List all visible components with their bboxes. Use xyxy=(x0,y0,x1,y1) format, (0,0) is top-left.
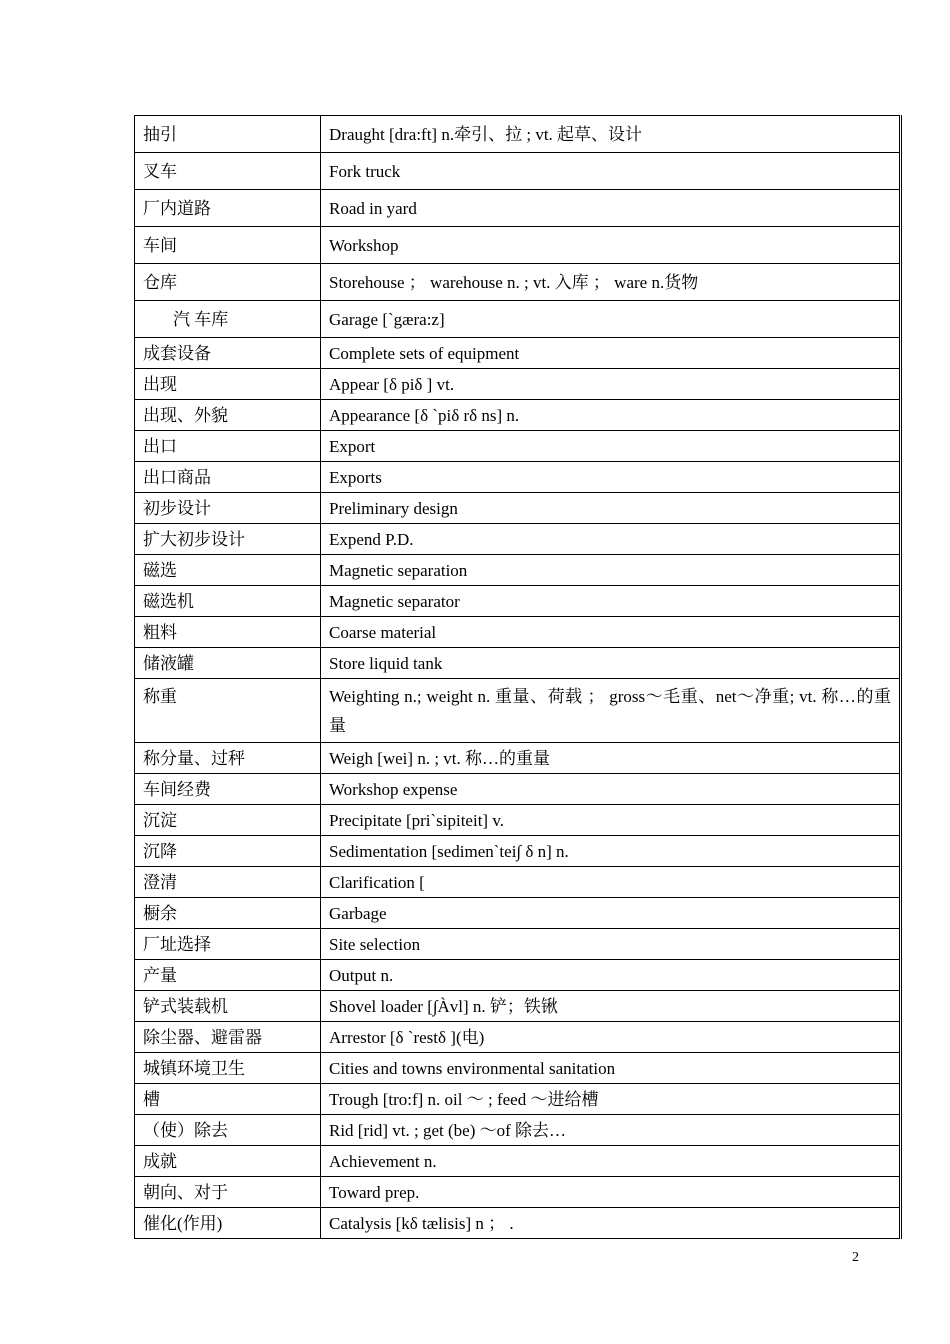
table-row xyxy=(135,153,901,190)
chinese-term: 称重 xyxy=(135,679,321,743)
english-definition: Shovel loader [∫Àvl] n. 铲；铁锹 xyxy=(321,991,901,1022)
table-row xyxy=(135,743,901,774)
table-row xyxy=(135,338,901,369)
table-row xyxy=(135,431,901,462)
chinese-term: 厂内道路 xyxy=(135,190,321,227)
table-row xyxy=(135,991,901,1022)
chinese-term: （使）除去 xyxy=(135,1115,321,1146)
table-row xyxy=(135,648,901,679)
english-definition: Cities and towns environmental sanitation xyxy=(321,1053,901,1084)
chinese-term: 铲式装载机 xyxy=(135,991,321,1022)
chinese-term: 出现 xyxy=(135,369,321,400)
chinese-term: 除尘器、避雷器 xyxy=(135,1022,321,1053)
chinese-term: 抽引 xyxy=(135,116,321,153)
chinese-term: 粗料 xyxy=(135,617,321,648)
chinese-term: 车间 xyxy=(135,227,321,264)
table-row xyxy=(135,617,901,648)
chinese-term: 沉降 xyxy=(135,836,321,867)
english-definition: Arrestor [δ `restδ ](电) xyxy=(321,1022,901,1053)
chinese-term: 磁选 xyxy=(135,555,321,586)
page-number: 2 xyxy=(852,1250,859,1265)
chinese-term: 磁选机 xyxy=(135,586,321,617)
english-definition: Rid [rid] vt. ; get (be) ～of 除去… xyxy=(321,1115,901,1146)
table-row xyxy=(135,898,901,929)
chinese-term: 橱余 xyxy=(135,898,321,929)
english-definition: Preliminary design xyxy=(321,493,901,524)
table-row xyxy=(135,867,901,898)
table-row xyxy=(135,960,901,991)
chinese-term: 出口 xyxy=(135,431,321,462)
english-definition: Appear [δ piδ ] vt. xyxy=(321,369,901,400)
english-definition: Clarification [ xyxy=(321,867,901,898)
table-row xyxy=(135,400,901,431)
english-definition: Site selection xyxy=(321,929,901,960)
english-definition: Fork truck xyxy=(321,153,901,190)
table-row xyxy=(135,836,901,867)
english-definition: Appearance [δ `piδ rδ ns] n. xyxy=(321,400,901,431)
english-definition: Store liquid tank xyxy=(321,648,901,679)
english-definition: Weighting n.; weight n. 重量、荷载 ； gross～毛重、net～净重; vt. 称…的重量 xyxy=(321,679,901,743)
english-definition: Workshop xyxy=(321,227,901,264)
chinese-term: 成套设备 xyxy=(135,338,321,369)
english-definition: Output n. xyxy=(321,960,901,991)
english-definition: Storehouse ； warehouse n. ; vt. 入库 ； ware n.货物 xyxy=(321,264,901,301)
chinese-term: 仓库 xyxy=(135,264,321,301)
table-row xyxy=(135,1208,901,1239)
table-row xyxy=(135,116,901,153)
english-definition: Precipitate [pri`sipiteit] v. xyxy=(321,805,901,836)
table-row xyxy=(135,774,901,805)
english-definition: Trough [tro:f] n. oil ～ ; feed ～进给槽 xyxy=(321,1084,901,1115)
table-row xyxy=(135,369,901,400)
english-definition: Catalysis [kδ tælisis] n ； . xyxy=(321,1208,901,1239)
chinese-term: 城镇环境卫生 xyxy=(135,1053,321,1084)
chinese-term: 出现、外貌 xyxy=(135,400,321,431)
english-definition: Draught [dra:ft] n.牵引、拉 ; vt. 起草、设计 xyxy=(321,116,901,153)
chinese-term: 沉淀 xyxy=(135,805,321,836)
chinese-term: 朝向、对于 xyxy=(135,1177,321,1208)
chinese-term: 储液罐 xyxy=(135,648,321,679)
chinese-term: 厂址选择 xyxy=(135,929,321,960)
english-definition: Coarse material xyxy=(321,617,901,648)
table-row xyxy=(135,586,901,617)
english-definition: Magnetic separator xyxy=(321,586,901,617)
english-definition: Magnetic separation xyxy=(321,555,901,586)
english-definition: Complete sets of equipment xyxy=(321,338,901,369)
chinese-term: 催化(作用) xyxy=(135,1208,321,1239)
table-row xyxy=(135,301,901,338)
english-definition: Expend P.D. xyxy=(321,524,901,555)
table-row xyxy=(135,929,901,960)
table-row xyxy=(135,805,901,836)
chinese-term: 产量 xyxy=(135,960,321,991)
table-row xyxy=(135,679,901,743)
english-definition: Workshop expense xyxy=(321,774,901,805)
table-row xyxy=(135,1177,901,1208)
chinese-term: 扩大初步设计 xyxy=(135,524,321,555)
table-row xyxy=(135,1053,901,1084)
english-definition: Export xyxy=(321,431,901,462)
english-definition: Weigh [wei] n. ; vt. 称…的重量 xyxy=(321,743,901,774)
table-row xyxy=(135,264,901,301)
chinese-term: 初步设计 xyxy=(135,493,321,524)
english-definition: Toward prep. xyxy=(321,1177,901,1208)
chinese-term: 成就 xyxy=(135,1146,321,1177)
english-definition: Road in yard xyxy=(321,190,901,227)
english-definition: Garage [`gæra:z] xyxy=(321,301,901,338)
chinese-term: 槽 xyxy=(135,1084,321,1115)
table-row xyxy=(135,493,901,524)
table-row xyxy=(135,1146,901,1177)
table-row xyxy=(135,524,901,555)
chinese-term: 汽 车库 xyxy=(135,301,321,338)
table-row xyxy=(135,1084,901,1115)
table-row xyxy=(135,462,901,493)
table-row xyxy=(135,1115,901,1146)
chinese-term: 称分量、过秤 xyxy=(135,743,321,774)
table-row xyxy=(135,227,901,264)
table-row xyxy=(135,555,901,586)
english-definition: Sedimentation [sedimen`tei∫ δ n] n. xyxy=(321,836,901,867)
glossary-table xyxy=(134,115,902,1239)
chinese-term: 车间经费 xyxy=(135,774,321,805)
table-row xyxy=(135,190,901,227)
english-definition: Achievement n. xyxy=(321,1146,901,1177)
chinese-term: 叉车 xyxy=(135,153,321,190)
table-row xyxy=(135,1022,901,1053)
english-definition: Garbage xyxy=(321,898,901,929)
chinese-term: 澄清 xyxy=(135,867,321,898)
chinese-term: 出口商品 xyxy=(135,462,321,493)
english-definition: Exports xyxy=(321,462,901,493)
